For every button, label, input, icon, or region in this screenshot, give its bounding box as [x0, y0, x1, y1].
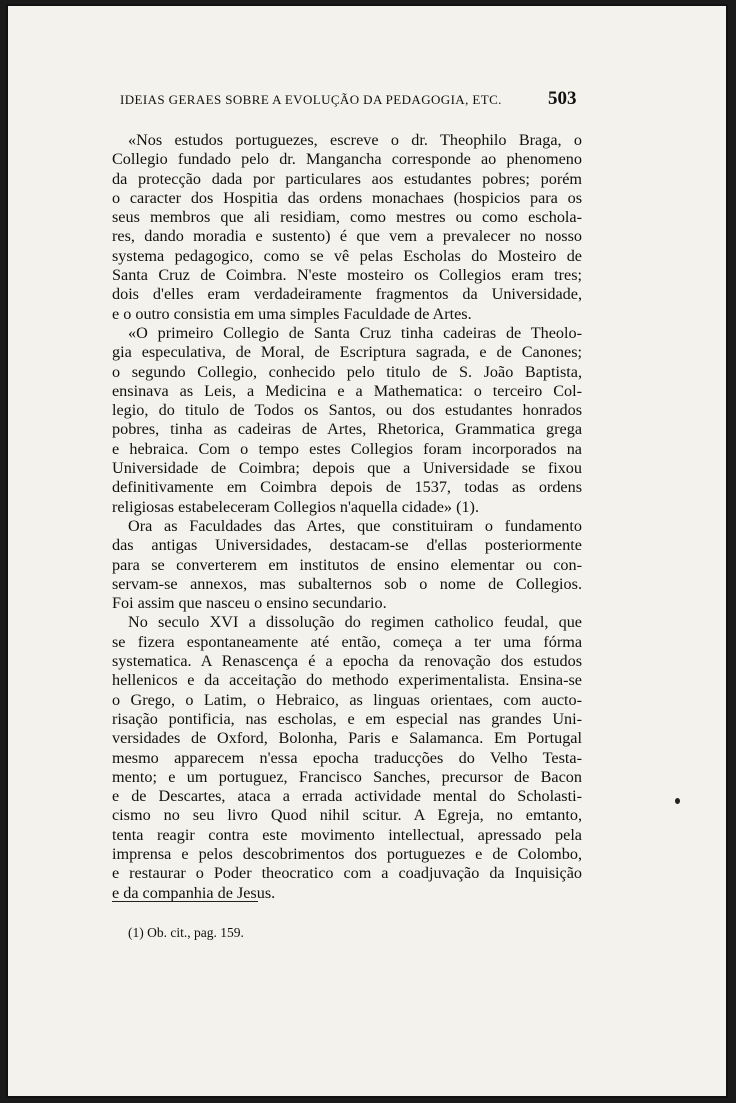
book-page [6, 4, 728, 1098]
text-line: No seculo XVI a dissolução do regimen catholico feudal, que [128, 613, 582, 632]
text-line: systema pedagogico, como se vê pelas Escholas do Mosteiro de [112, 246, 582, 265]
ink-speck [675, 798, 680, 804]
text-line: religiosas estabeleceram Collegios n'aquella cidade» (1). [112, 497, 479, 516]
text-line: mento; e um portuguez, Francisco Sanches, precursor de Bacon [112, 767, 582, 786]
page-number: 503 [548, 88, 577, 109]
text-line: o segundo Collegio, conhecido pelo titulo de S. João Baptista, [112, 362, 582, 381]
text-line: risação pontificia, nas escholas, e em especial nas grandes Uni- [112, 709, 582, 728]
text-line: e restaurar o Poder theocratico com a coadjuvação da Inquisição [112, 864, 582, 883]
text-line: para se converterem em institutos de ensino elementar ou con- [112, 555, 582, 574]
text-line: imprensa e pelos descobrimentos dos portuguezes e de Colombo, [112, 844, 582, 863]
text-line: e de Descartes, ataca a errada actividade mental do Scholasti- [112, 787, 582, 806]
text-line: Santa Cruz de Coimbra. N'este mosteiro os Collegios eram tres; [112, 266, 582, 285]
footnote: (1) Ob. cit., pag. 159. [128, 925, 244, 940]
text-line: hellenicos e da acceitação do methodo experimentalista. Ensina-se [112, 671, 582, 690]
text-line: e da companhia de Jesus. [112, 883, 276, 902]
text-line: e o outro consistia em uma simples Faculdade de Artes. [112, 304, 472, 323]
text-line: Universidade de Coimbra; depois que a Universidade se fixou [112, 459, 582, 478]
text-line: o Grego, o Latim, o Hebraico, as linguas orientaes, com aucto- [112, 690, 582, 709]
text-line: dois d'elles eram verdadeiramente fragmentos da Universidade, [112, 285, 582, 304]
text-line: se fizera espontaneamente até então, começa a ter uma fórma [112, 632, 582, 651]
text-line: o caracter dos Hospitia das ordens monachaes (hospicios para os [112, 188, 582, 207]
text-line: versidades de Oxford, Bolonha, Paris e Salamanca. Em Portugal [112, 729, 582, 748]
text-line: «O primeiro Collegio de Santa Cruz tinha cadeiras de Theolo- [128, 323, 582, 342]
text-line: tenta reagir contra este movimento intellectual, apressado pela [112, 825, 582, 844]
text-line: cismo no seu livro Quod nihil scitur. A Egreja, no emtanto, [112, 806, 582, 825]
text-line: das antigas Universidades, destacam-se d'ellas posteriormente [112, 536, 582, 555]
text-line: Foi assim que nasceu o ensino secundario. [112, 594, 387, 613]
text-line: e hebraica. Com o tempo estes Collegios foram incorporados na [112, 439, 582, 458]
text-line: seus membros que ali residiam, como mestres ou como eschola- [112, 208, 582, 227]
footnote-rule [112, 901, 258, 902]
text-line: definitivamente em Coimbra depois de 1537, todas as ordens [112, 478, 582, 497]
text-line: res, dando moradia e sustento) é que vem a prevalecer no nosso [112, 227, 582, 246]
text-line: «Nos estudos portuguezes, escreve o dr. Theophilo Braga, o [128, 131, 582, 149]
text-line: pobres, tinha as cadeiras de Artes, Rhetorica, Grammatica grega [112, 420, 582, 439]
text-line: servam-se annexos, mas subalternos sob o nome de Collegios. [112, 574, 582, 593]
text-line: mesmo apparecem n'essa epocha traducções do Velho Testa- [112, 748, 582, 767]
text-line: Ora as Faculdades das Artes, que constituiram o fundamento [128, 516, 582, 535]
body-text [112, 131, 582, 903]
text-line: ensinava as Leis, a Medicina e a Mathematica: o terceiro Col- [112, 381, 582, 400]
text-line: legio, do titulo de Todos os Santos, ou dos estudantes honrados [112, 401, 582, 420]
text-line: da protecção dada por particulares aos estudantes pobres; porém [112, 169, 582, 188]
running-head: IDEIAS GERAES SOBRE A EVOLUÇÃO DA PEDAGOGIA, ETC. [120, 92, 502, 107]
text-line: Collegio fundado pelo dr. Mangancha corresponde ao phenomeno [112, 150, 582, 169]
text-line: systematica. A Renascença é a epocha da renovação dos estudos [112, 652, 582, 671]
text-line: gia especulativa, de Moral, de Escriptura sagrada, e de Canones; [112, 343, 582, 362]
